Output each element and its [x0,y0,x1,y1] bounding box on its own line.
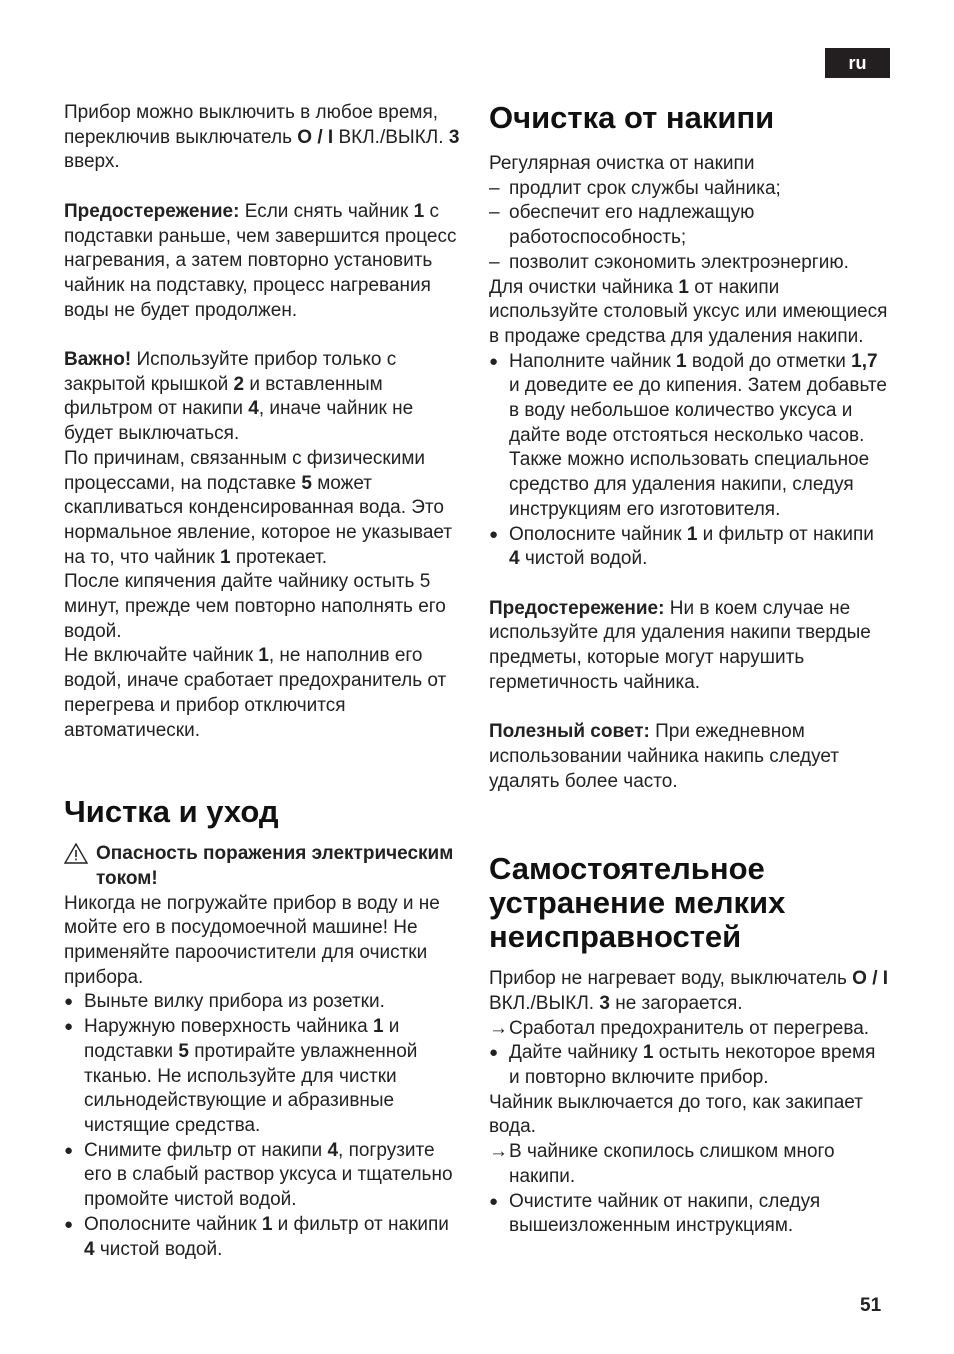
list-item: ● Ополосните чайник 1 и фильтр от накипи 4 чистой водой. [489,523,889,572]
caution-paragraph: Предостережение: Если снять чайник 1 с подставки раньше, чем завершится процесс нагревания, а затем повторно установить чайник на подставку, процесс нагревания воды не будет продолжен. [64,200,457,321]
important-paragraph: Важно! Используйте прибор только с закрытой крышкой 2 и вставленным фильтром от накипи 4, иначе чайник не будет выключаться. [64,349,414,445]
remedy-list [489,1190,889,1239]
heading-care: Чистка и уход [64,794,279,830]
care-instructions: Никогда не погружайте прибор в воду и не мойте его в посудомоечной машине! Не применяйте пароочистители для очистки прибора. [64,892,440,988]
list-item: – продлит срок службы чайника; [489,177,889,202]
shock-warning: Опасность поражения электрическим током! [64,842,464,891]
list-item: – обеспечит его надлежащую работоспособность; [489,201,889,250]
condensation-paragraph: По причинам, связанным с физическими процессами, на подставке 5 может скапливаться конденсированная вода. Это нормальное явление, которое не указывает на то, что чайник 1 протекает. [64,447,453,568]
heading-descale: Очистка от накипи [489,100,775,135]
cause-list [489,1140,889,1189]
list-item: → Сработал предохранитель от перегрева. [489,1017,889,1042]
heading-troubleshooting: Самостоятельное устранение мелких неисправностей [489,851,786,955]
list-item: → В чайнике скопилось слишком много накипи. [489,1140,889,1189]
remedy-list [489,1041,889,1090]
problem-no-heating: Прибор не нагревает воду, выключатель O / I ВКЛ./ВЫКЛ. 3 не загорается. [489,968,889,1014]
language-tab: ru [825,48,890,78]
descale-intro: Регулярная очистка от накипи [489,153,755,174]
descale-steps [489,350,889,572]
page-number: 51 [860,1295,882,1316]
cause-list [489,1017,889,1042]
list-item: – позволит сэкономить электроэнергию. [489,251,889,276]
list-item: ● Снимите фильтр от накипи 4, погрузите его в слабый раствор уксуса и тщательно промойте чистой водой. [64,1139,464,1213]
list-item: ● Ополосните чайник 1 и фильтр от накипи 4 чистой водой. [64,1213,464,1262]
left-column [64,101,464,1262]
list-item: ● Наружную поверхность чайника 1 и подставки 5 протирайте увлажненной тканью. Не используйте для чистки сильнодействующие и абразивные чистящие средства. [64,1015,464,1139]
problem-early-shutoff: Чайник выключается до того, как закипает вода. [489,1091,863,1138]
list-item: ● Дайте чайнику 1 остыть некоторое время и повторно включите прибор. [489,1041,889,1090]
descale-benefits [489,177,889,276]
list-item: ● Очистите чайник от накипи, следуя вышеизложенным инструкциям. [489,1190,889,1239]
switch-off-paragraph: Прибор можно выключить в любое время, переключив выключатель O / I ВКЛ./ВЫКЛ. 3 вверх. [64,102,460,173]
descale-method: Для очистки чайника 1 от накипи используйте столовый уксус или имеющиеся в продаже средства для удаления накипи. [489,276,888,347]
cooldown-paragraph: После кипячения дайте чайнику остыть 5 минут, прежде чем повторно наполнять его водой. [64,571,446,642]
useful-tip: Полезный совет: При ежедневном использовании чайника накипь следует удалять более часто. [489,721,840,792]
empty-kettle-paragraph: Не включайте чайник 1, не наполнив его водой, иначе сработает предохранитель от перегрева и прибор отключится автоматически. [64,645,447,741]
right-column [489,101,889,1239]
list-item: ● Наполните чайник 1 водой до отметки 1,7 и доведите ее до кипения. Затем добавьте в воду небольшое количество уксуса и дайте воде отстояться несколько часов. Также можно использовать специальное средство для удаления накипи, следуя инструкциям его изготовителя. [489,350,889,523]
descale-caution: Предостережение: Ни в коем случае не используйте для удаления накипи твердые предметы, которые могут нарушить герметичность чайника. [489,597,871,693]
list-item: ● Выньте вилку прибора из розетки. [64,990,464,1015]
care-list [64,990,464,1262]
warning-triangle-icon [64,843,88,864]
